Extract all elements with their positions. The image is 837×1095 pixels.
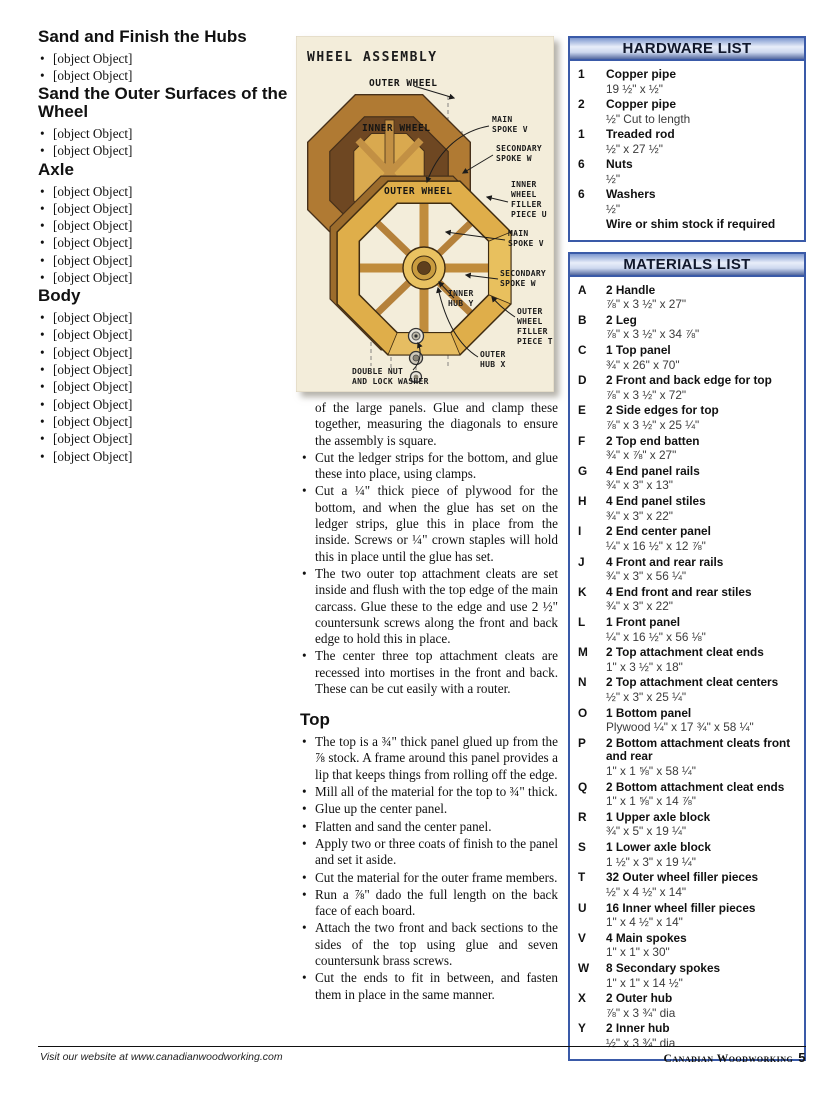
hardware-list-box [568,36,806,242]
hardware-dims: 19 ½" x ½" [606,81,663,96]
materials-id: P [578,735,586,750]
materials-name: 2 Side edges for top [606,403,719,418]
materials-name: 2 Top attachment cleat centers [606,675,779,690]
materials-id: H [578,494,587,509]
bullet-item: • Cut the material for the outer frame members. [300,870,558,886]
materials-id: J [578,554,585,569]
hardware-dims: ½" Cut to length [606,111,691,126]
label-outer-wheel-top: OUTER WHEEL [369,78,438,89]
materials-dims: Plywood ¼" x 17 ¾" x 58 ¼" [606,720,754,735]
hardware-name: Copper pipe [606,67,677,81]
materials-dims: ¾" x 3" x 22" [606,599,673,614]
materials-name: 2 End center panel [606,524,711,539]
svg-text:OUTER: OUTER [517,307,543,316]
svg-text:INNER: INNER [448,289,474,298]
hardware-qty [578,218,602,232]
hardware-name: Copper pipe [606,96,677,111]
instruction-section [38,161,290,287]
double-nut-lock-washer [409,329,424,383]
instruction-section [38,28,290,84]
materials-id: F [578,433,586,448]
bullet-item: • Glue up the center panel. [300,801,558,817]
right-column [568,36,806,1071]
section-heading: Sand and Finish the Hubs [38,27,247,46]
bullet-item: • [object Object] [38,431,290,447]
materials-id: A [578,282,587,297]
svg-text:WHEEL: WHEEL [517,317,543,326]
bullet-item: • [object Object] [38,397,290,413]
materials-id: U [578,900,587,915]
svg-text:SPOKE V: SPOKE V [492,125,528,134]
svg-text:PIECE U: PIECE U [511,210,547,219]
section-heading: Body [38,286,81,306]
bullet-list [38,51,290,85]
materials-name: 4 Front and rear rails [606,554,724,569]
label-inner-wheel: INNER WHEEL [362,123,431,134]
materials-name: 8 Secondary spokes [606,960,721,975]
materials-id: Q [578,779,588,794]
svg-text:OUTER: OUTER [480,350,506,359]
svg-text:HUB X: HUB X [480,360,506,369]
svg-text:HUB Y: HUB Y [448,299,474,308]
svg-text:FILLER: FILLER [511,200,542,209]
materials-item [578,841,796,869]
label-inner-hub [448,289,474,308]
materials-id: S [578,840,586,855]
materials-name: 4 End front and rear stiles [606,584,752,599]
materials-dims: ½" x 3 ¾" dia [606,1035,676,1050]
materials-dims: 1" x 1 ⅝" x 58 ¼" [606,763,696,778]
hardware-list-title: HARDWARE LIST [570,38,804,61]
hardware-list-body [570,61,804,240]
materials-item [578,465,796,493]
materials-list-body [570,277,804,1059]
materials-item [578,435,796,463]
materials-item [578,556,796,584]
bullet-item: • The center three top attachment cleats are recessed into mortises in the front and back. These can be cut easily with a router. [300,648,558,697]
bullet-item: • [object Object] [38,270,290,286]
materials-id: M [578,645,588,660]
materials-name: 16 Inner wheel filler pieces [606,900,756,915]
svg-text:PIECE T: PIECE T [517,337,553,346]
hardware-qty: 6 [578,186,585,201]
materials-id: W [578,960,590,975]
materials-item [578,374,796,402]
hardware-qty: 6 [578,156,585,171]
hardware-dims: ½" [606,201,621,216]
materials-dims: 1" x 1" x 30" [606,945,670,960]
bullet-list [38,184,290,287]
svg-text:SPOKE W: SPOKE W [496,154,532,163]
materials-name: 1 Bottom panel [606,705,692,720]
hardware-item [578,68,796,96]
materials-item [578,737,796,778]
materials-item [578,284,796,312]
materials-name: 2 Front and back edge for top [606,373,772,388]
materials-dims: ⅞" x 3 ½" x 72" [606,387,687,402]
bullet-list [38,126,290,160]
materials-name: 2 Outer hub [606,991,673,1006]
bullet-item: • Mill all of the material for the top to ¾" thick. [300,784,558,800]
materials-list-title: MATERIALS LIST [570,254,804,277]
materials-dims: ⅞" x 3 ½" x 27" [606,297,687,312]
materials-id: L [578,614,586,629]
bullet-item: • Run a ⅞" dado the full length on the back face of each board. [300,887,558,920]
materials-item [578,932,796,960]
materials-dims: 1" x 3 ½" x 18" [606,659,683,674]
materials-dims: ¾" x 3" x 56 ¼" [606,569,687,584]
materials-name: 1 Front panel [606,614,681,629]
materials-dims: ¾" x 26" x 70" [606,357,680,372]
materials-name: 2 Bottom attachment cleat ends [606,779,785,794]
label-outer-wheel-front: OUTER WHEEL [384,186,453,197]
bullet-item: • [object Object] [38,379,290,395]
bullet-item: • Cut the ledger strips for the bottom, and glue these into place, using clamps. [300,450,558,483]
materials-dims: ⅞" x 3 ½" x 34 ⅞" [606,327,700,342]
bullet-item: • [object Object] [38,143,290,159]
materials-name: 2 Inner hub [606,1021,670,1036]
continuation-paragraph: of the large panels. Glue and clamp these together, measuring the diagonals to ensure the assembly is square. [315,400,558,448]
bullet-list [300,734,558,1003]
svg-text:INNER: INNER [511,180,537,189]
hardware-qty: 2 [578,96,585,111]
bullet-item: • Cut a ¼" thick piece of plywood for the bottom, and when the glue has set on the ledger strips, glue this in place from the inside. Screws or ¼" crown staples will hold this in place until the glue has set. [300,483,558,564]
materials-id: Y [578,1021,586,1036]
materials-name: 2 Top attachment cleat ends [606,645,764,660]
footer-brand-name: Canadian Woodworking [663,1053,794,1065]
hardware-item [578,188,796,216]
instruction-section [38,85,290,159]
svg-text:MAIN: MAIN [492,115,513,124]
bullet-item: • The top is a ¾" thick panel glued up from the ⅞ stock. A frame around this panel provides a lip that keeps things from rolling off the edge. [300,734,558,783]
bullet-item: • [object Object] [38,68,290,84]
materials-item [578,344,796,372]
materials-id: O [578,705,588,720]
materials-item [578,781,796,809]
section-heading-top: Top [300,710,330,730]
hardware-name: Treaded rod [606,126,675,141]
hardware-item [578,98,796,126]
bullet-item: • [object Object] [38,449,290,465]
materials-dims: 1" x 4 ½" x 14" [606,915,683,930]
materials-name: 2 Leg [606,312,637,327]
section-heading: Sand the Outer Surfaces of the Wheel [38,84,288,122]
bullet-item: • [object Object] [38,327,290,343]
bullet-item: • [object Object] [38,51,290,67]
hardware-name: Wire or shim stock if required [606,216,776,231]
bullet-item: • Attach the two front and back sections to the sides of the top using glue and seven countersunk brass screws. [300,920,558,969]
materials-item [578,871,796,899]
materials-id: G [578,463,588,478]
materials-dims: ⅞" x 3 ¾" dia [606,1005,676,1020]
materials-name: 4 End panel stiles [606,494,706,509]
svg-text:WHEEL: WHEEL [511,190,537,199]
materials-id: N [578,675,587,690]
materials-id: E [578,403,586,418]
materials-item [578,525,796,553]
middle-column [300,400,558,1004]
svg-text:FILLER: FILLER [517,327,548,336]
materials-item [578,495,796,523]
svg-text:DOUBLE NUT: DOUBLE NUT [352,367,404,376]
materials-dims: ¾" x 3" x 22" [606,508,673,523]
materials-item [578,586,796,614]
materials-dims: ¼" x 16 ½" x 12 ⅞" [606,538,706,553]
materials-item [578,404,796,432]
hardware-name: Washers [606,186,656,201]
footer-brand [663,1050,806,1065]
materials-item [578,676,796,704]
materials-name: 2 Top end batten [606,433,700,448]
bullet-item: • Apply two or three coats of finish to the panel and set it aside. [300,836,558,869]
materials-id: X [578,991,586,1006]
bullet-item: • [object Object] [38,414,290,430]
left-column [38,28,290,466]
materials-item [578,314,796,342]
materials-item [578,962,796,990]
bullet-item: • [object Object] [38,362,290,378]
diagram-title: WHEEL ASSEMBLY [307,50,438,65]
materials-dims: ¾" x 3" x 13" [606,478,673,493]
bullet-item: • [object Object] [38,126,290,142]
bullet-item: • Cut the ends to fit in between, and fasten them in place in the same manner. [300,970,558,1003]
materials-dims: ⅞" x 3 ½" x 25 ¼" [606,418,700,432]
materials-id: T [578,870,586,885]
hardware-item [578,218,796,232]
materials-name: 1 Upper axle block [606,809,711,824]
materials-name: 4 Main spokes [606,930,687,945]
bullet-item: • [object Object] [38,201,290,217]
materials-id: C [578,343,587,357]
bullet-item: • The two outer top attachment cleats are set inside and flush with the top edge of the main carcass. Glue these to the edge and use 2 ½" countersunk screws along the front and back edge to hold this in place. [300,566,558,647]
materials-dims: ½" x 3" x 25 ¼" [606,689,687,704]
materials-id: V [578,930,586,945]
materials-id: R [578,809,587,824]
materials-item [578,616,796,644]
materials-list-box [568,252,806,1061]
svg-text:SECONDARY: SECONDARY [500,269,547,278]
materials-item [578,646,796,674]
section-heading: Axle [38,159,74,179]
materials-name: 1 Lower axle block [606,840,711,855]
footer-page-number: 5 [798,1050,806,1065]
hardware-dims: ½" [606,171,621,186]
bullet-item: • [object Object] [38,184,290,200]
hardware-dims: ½" x 27 ½" [606,141,663,156]
materials-dims: ¾" x 5" x 19 ¼" [606,824,687,839]
instruction-section [38,287,290,465]
footer-website-text: Visit our website at www.canadianwoodworking.com [40,1051,283,1063]
svg-text:MAIN: MAIN [508,229,529,238]
materials-id: D [578,373,587,388]
svg-text:SECONDARY: SECONDARY [496,144,543,153]
hardware-name: Nuts [606,156,633,171]
svg-text:AND LOCK WASHER: AND LOCK WASHER [352,377,429,386]
svg-text:SPOKE V: SPOKE V [508,239,544,248]
bullet-item: • [object Object] [38,345,290,361]
materials-dims: 1" x 1" x 14 ½" [606,975,683,990]
materials-dims: ¾" x ⅞" x 27" [606,448,677,463]
materials-dims: 1 ½" x 3" x 19 ¼" [606,854,696,869]
bullet-list [300,450,558,697]
materials-dims: ½" x 4 ½" x 14" [606,884,687,899]
materials-id: I [578,524,582,539]
materials-name: 2 Bottom attachment cleats front and rear [606,735,791,764]
bullet-item: • [object Object] [38,235,290,251]
bullet-list [38,310,290,465]
label-outer-hub [480,350,506,369]
materials-name: 1 Top panel [606,343,671,357]
materials-item [578,707,796,735]
hardware-item [578,128,796,156]
bullet-item: • [object Object] [38,310,290,326]
hardware-item [578,158,796,186]
materials-dims: ¼" x 16 ½" x 56 ⅛" [606,629,706,644]
bullet-item: • [object Object] [38,253,290,269]
bullet-item: • Flatten and sand the center panel. [300,819,558,835]
svg-text:SPOKE W: SPOKE W [500,279,536,288]
materials-id: B [578,312,587,327]
wheel-assembly-illustration [296,36,554,392]
hardware-qty: 1 [578,126,585,141]
materials-name: 4 End panel rails [606,463,700,478]
materials-name: 32 Outer wheel filler pieces [606,870,759,885]
materials-name: 2 Handle [606,282,656,297]
materials-item [578,902,796,930]
bullet-item: • [object Object] [38,218,290,234]
materials-item [578,811,796,839]
hardware-qty: 1 [578,67,585,81]
materials-id: K [578,584,587,599]
footer-rule [38,1046,806,1047]
materials-dims: 1" x 1 ⅝" x 14 ⅞" [606,794,696,809]
materials-item [578,992,796,1020]
